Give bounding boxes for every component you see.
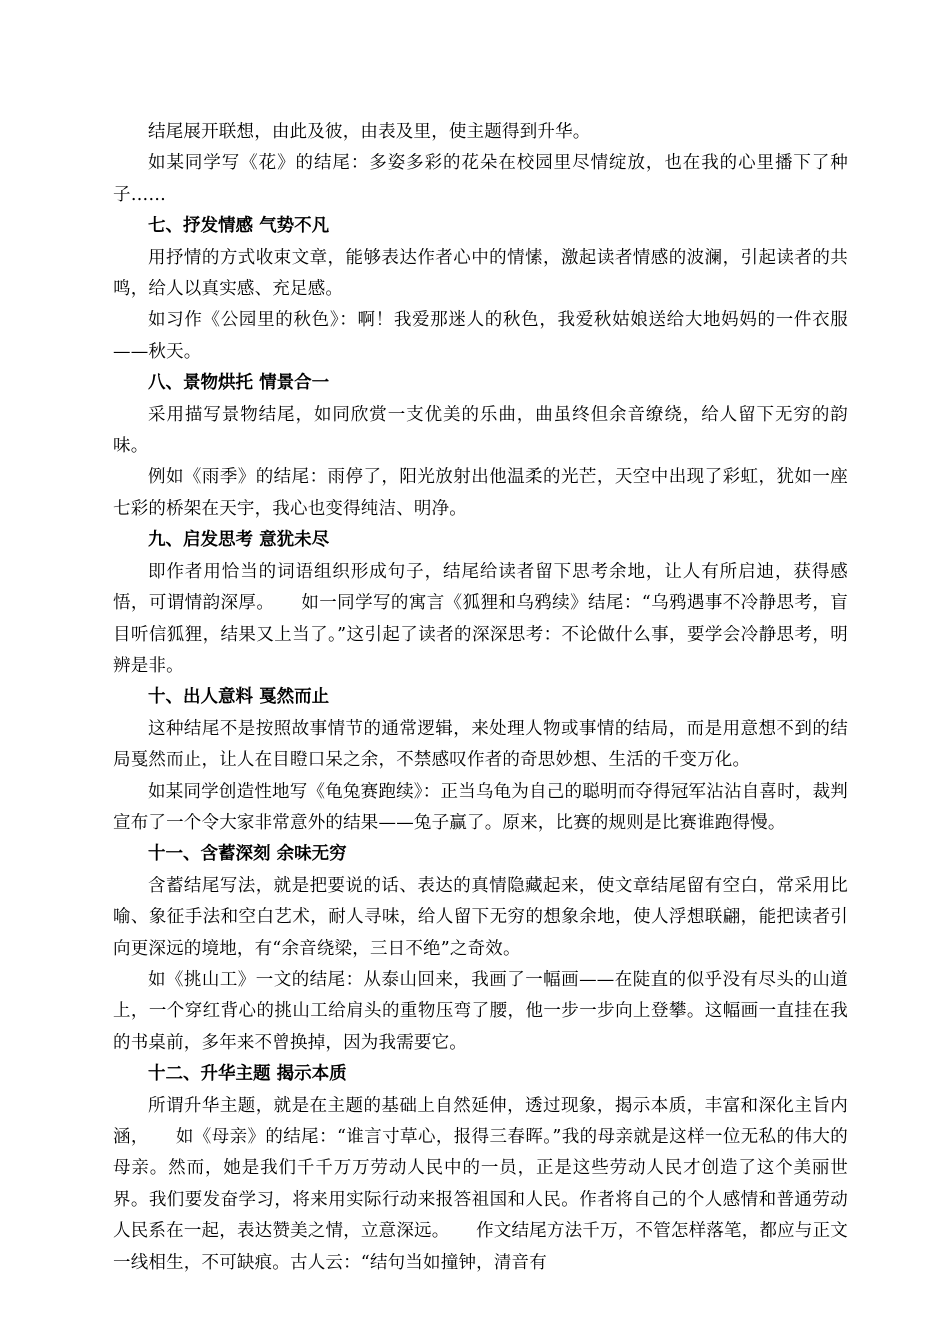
paragraph: 如习作《公园里的秋色》：啊！我爱那迷人的秋色，我爱秋姑娘送给大地妈妈的一件衣服——秋天。 [113, 310, 848, 362]
paragraph: 含蓄结尾写法，就是把要说的话、表达的真情隐藏起来，使文章结尾留有空白，常采用比喻、象征手法和空白艺术，耐人寻味，给人留下无穷的想象余地，使人浮想联翩，能把读者引向更深远的境地，有“余音绕梁，三日不绝”之奇效。 [113, 875, 848, 959]
section-heading: 十、出人意料 戛然而止 [148, 687, 330, 708]
paragraph: 结尾展开联想，由此及彼，由表及里，使主题得到升华。 [148, 122, 591, 142]
paragraph: 即作者用恰当的词语组织形成句子，结尾给读者留下思考余地，让人有所启迪，获得感悟，可谓情韵深厚。 如一同学写的寓言《狐狸和乌鸦续》结尾：“乌鸦遇事不冷静思考，盲目听信狐狸，结果又上当了。”这引起了读者的深深思考：不论做什么事，要学会冷静思考，明辨是非。 [113, 561, 848, 676]
paragraph: 如某同学写《花》的结尾：多姿多彩的花朵在校园里尽情绽放，也在我的心里播下了种子…… [113, 153, 848, 205]
section-heading: 十二、升华主题 揭示本质 [148, 1064, 347, 1085]
paragraph: 这种结尾不是按照故事情节的通常逻辑，来处理人物或事情的结局，而是用意想不到的结局戛然而止，让人在目瞪口呆之余，不禁感叹作者的奇思妙想、生活的千变万化。 [113, 718, 848, 771]
paragraph: 采用描写景物结尾，如同欣赏一支优美的乐曲，曲虽终但余音缭绕，给人留下无穷的韵味。 [113, 404, 848, 457]
paragraph: 所谓升华主题，就是在主题的基础上自然延伸，透过现象，揭示本质，丰富和深化主旨内涵， 如《母亲》的结尾：“谁言寸草心，报得三春晖。”我的母亲就是这样一位无私的伟大的母亲。然而，她是我们千千万万劳动人民中的一员，正是这些劳动人民才创造了这个美丽世界。我们要发奋学习，将来用实际行动来报答祖国和人民。作者将自己的个人感情和普通劳动人民系在一起，表达赞美之情，立意深远。 作文结尾方法千万，不管怎样落笔，都应与正文一线相生，不可缺痕。古人云：“结句当如撞钟，清音有 [113, 1095, 848, 1273]
section-heading: 七、抒发情感 气势不凡 [148, 216, 330, 237]
section-heading: 十一、含蓄深刻 余味无穷 [148, 844, 347, 865]
section-heading: 八、景物烘托 情景合一 [148, 373, 330, 394]
paragraph: 如《挑山工》一文的结尾：从泰山回来，我画了一幅画——在陡直的似乎没有尽头的山道上，一个穿红背心的挑山工给肩头的重物压弯了腰，他一步一步向上登攀。这幅画一直挂在我的书桌前，多年来不曾换掉，因为我需要它。 [113, 969, 848, 1053]
paragraph: 如某同学创造性地写《龟兔赛跑续》：正当乌龟为自己的聪明而夺得冠军沾沾自喜时，裁判宣布了一个令大家非常意外的结果——兔子赢了。原来，比赛的规则是比赛谁跑得慢。 [113, 781, 848, 833]
section-heading: 九、启发思考 意犹未尽 [148, 530, 330, 551]
paragraph: 例如《雨季》的结尾：雨停了，阳光放射出他温柔的光芒，天空中出现了彩虹，犹如一座七彩的桥架在天宇，我心也变得纯洁、明净。 [113, 467, 848, 519]
paragraph: 用抒情的方式收束文章，能够表达作者心中的情愫，激起读者情感的波澜，引起读者的共鸣，给人以真实感、充足感。 [113, 247, 848, 300]
